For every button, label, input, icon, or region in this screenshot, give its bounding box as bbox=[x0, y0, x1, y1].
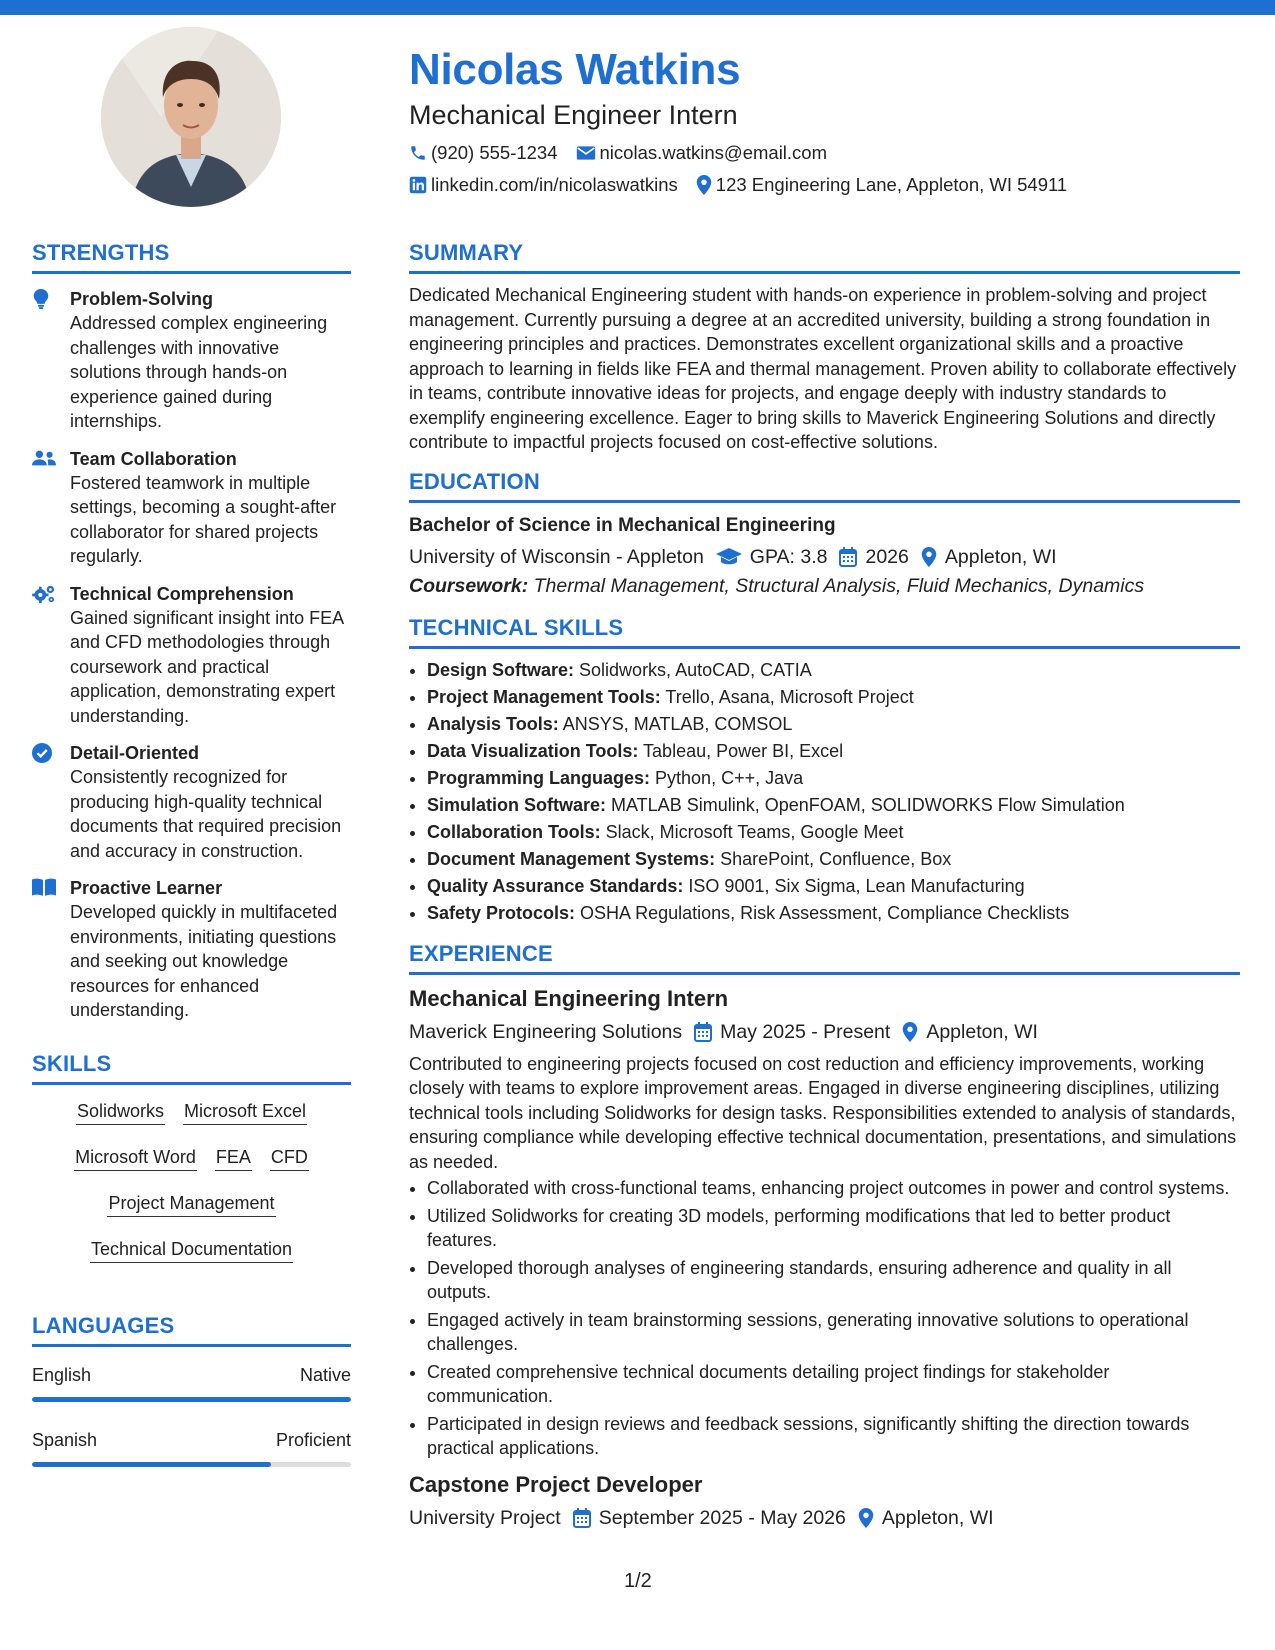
strength-item bbox=[32, 447, 351, 569]
right-column bbox=[409, 240, 1240, 1532]
proficiency-fill bbox=[32, 1397, 351, 1402]
list-item bbox=[427, 684, 1240, 711]
phone-icon bbox=[409, 144, 427, 162]
language-name: English bbox=[32, 1364, 92, 1385]
skill-chip: CFD bbox=[270, 1145, 309, 1171]
job-meta bbox=[409, 1504, 1240, 1532]
page-indicator: 1/2 bbox=[624, 1570, 652, 1592]
strength-desc: Developed quickly in multifaceted environments, initiating questions and seeking out knowledge resources for enhanced understanding. bbox=[70, 902, 338, 1020]
map-pin-icon bbox=[902, 1022, 918, 1042]
skill-values: SharePoint, Confluence, Box bbox=[715, 848, 952, 869]
summary-text: Dedicated Mechanical Engineering student with hands-on experience in problem-solving and project management. Currently pursuing a degree at an accredited university, building a strong foundation in engineering principles and practices. Demonstrates excellent organizational skills and a proactive approach to learning in fields like FEA and thermal management. Proven ability to collaborate effectively in teams, contribute innovative ideas for projects, and engage deeply with industry standards to exemplify engineering excellence. Eager to bring skills to Maverick Engineering Solutions and directly contribute to impactful projects focused on cost-effective solutions. bbox=[409, 285, 1237, 452]
skill-chips bbox=[32, 1099, 351, 1283]
skill-chip: Solidworks bbox=[76, 1099, 165, 1125]
job-location bbox=[858, 1504, 994, 1532]
job-description: Contributed to engineering projects focused on cost reduction and efficiency improvements, working closely with teams to explore improvement areas. Engaged in diverse engineering disciplines, utilizing technical tools including Solidworks for design tasks. Responsibilities extended to analysis of standards, ensuring compliance while developing effective technical documentation, presentations, and simulations as needed. bbox=[409, 1053, 1237, 1172]
list-item bbox=[427, 738, 1240, 765]
list-item bbox=[427, 846, 1240, 873]
list-item bbox=[427, 765, 1240, 792]
strength-title: Proactive Learner bbox=[70, 878, 223, 898]
coursework bbox=[409, 571, 1240, 601]
skill-values: MATLAB Simulink, OpenFOAM, SOLIDWORKS Flow Simulation bbox=[606, 794, 1125, 815]
skill-category: Data Visualization Tools: bbox=[427, 740, 639, 761]
email-contact[interactable] bbox=[576, 142, 828, 164]
year-text: 2026 bbox=[865, 545, 909, 568]
coursework-label: Coursework: bbox=[409, 574, 529, 597]
language-item bbox=[32, 1363, 351, 1402]
email-text: nicolas.watkins@email.com bbox=[599, 142, 828, 163]
address-text: 123 Engineering Lane, Appleton, WI 54911 bbox=[715, 174, 1068, 195]
job-title: Mechanical Engineering Intern bbox=[409, 985, 729, 1011]
skill-values: Tableau, Power BI, Excel bbox=[638, 740, 844, 761]
calendar-icon bbox=[573, 1508, 591, 1528]
dates-text: September 2025 - May 2026 bbox=[598, 1506, 846, 1529]
linkedin-icon bbox=[409, 176, 427, 194]
company-name bbox=[409, 1504, 561, 1532]
graduation-year bbox=[839, 543, 908, 571]
summary-heading: SUMMARY bbox=[409, 240, 1240, 274]
header bbox=[409, 40, 1239, 196]
gpa bbox=[716, 543, 828, 571]
skill-chip: Technical Documentation bbox=[90, 1237, 293, 1263]
technical-skills-heading: TECHNICAL SKILLS bbox=[409, 615, 1240, 649]
address-contact bbox=[696, 174, 1067, 196]
languages-heading: LANGUAGES bbox=[32, 1313, 351, 1347]
skill-values: ANSYS, MATLAB, COMSOL bbox=[558, 713, 793, 734]
skill-category: Safety Protocols: bbox=[427, 902, 576, 923]
skill-values: OSHA Regulations, Risk Assessment, Compliance Checklists bbox=[575, 902, 1070, 923]
education-location bbox=[921, 543, 1057, 571]
education-meta bbox=[409, 543, 1240, 571]
skill-chip: Microsoft Excel bbox=[183, 1099, 307, 1125]
skill-values: Slack, Microsoft Teams, Google Meet bbox=[600, 821, 904, 842]
gears-icon bbox=[32, 584, 56, 604]
list-item bbox=[427, 657, 1240, 684]
school-name bbox=[409, 543, 704, 571]
strength-title: Detail-Oriented bbox=[70, 743, 200, 763]
calendar-icon bbox=[839, 547, 857, 567]
company-text: Maverick Engineering Solutions bbox=[409, 1020, 683, 1043]
language-level: Proficient bbox=[275, 1429, 351, 1450]
dates-text: May 2025 - Present bbox=[720, 1020, 891, 1043]
strength-title: Problem-Solving bbox=[70, 289, 214, 309]
skills-section bbox=[32, 1051, 351, 1283]
language-name: Spanish bbox=[32, 1429, 98, 1450]
candidate-role: Mechanical Engineer Intern bbox=[409, 100, 738, 130]
list-item bbox=[427, 819, 1240, 846]
school-text: University of Wisconsin - Appleton bbox=[409, 545, 704, 568]
left-column bbox=[32, 240, 351, 1467]
contact-row-1 bbox=[409, 142, 1239, 164]
technical-skills-list bbox=[409, 657, 1240, 927]
strength-item bbox=[32, 582, 351, 729]
map-pin-icon bbox=[921, 547, 937, 567]
skill-category: Document Management Systems: bbox=[427, 848, 716, 869]
list-item: • Collaborated with cross-functional teams, enhancing project outcomes in power and control systems. bbox=[427, 1176, 1240, 1201]
check-circle-icon bbox=[32, 743, 52, 763]
skill-values: Trello, Asana, Microsoft Project bbox=[660, 686, 914, 707]
skill-chip: Microsoft Word bbox=[74, 1145, 197, 1171]
book-icon bbox=[32, 878, 56, 896]
strength-title: Team Collaboration bbox=[70, 448, 237, 469]
language-proficiency-bar bbox=[32, 1397, 351, 1402]
strength-desc: Consistently recognized for producing high-quality technical documents that required precision and accuracy in construction. bbox=[70, 767, 342, 861]
skill-category: Programming Languages: bbox=[427, 767, 651, 788]
list-item: • Participated in design reviews and feedback sessions, significantly shifting the direction towards practical applications. bbox=[427, 1412, 1240, 1461]
education-heading: EDUCATION bbox=[409, 469, 1240, 503]
person-portrait-image bbox=[101, 27, 281, 207]
contact-row-2 bbox=[409, 174, 1239, 196]
top-accent-bar bbox=[0, 0, 1275, 15]
skill-category: Analysis Tools: bbox=[427, 713, 559, 734]
strength-desc: Addressed complex engineering challenges with innovative solutions through hands-on experience gained during internships. bbox=[70, 313, 328, 431]
location-text: Appleton, WI bbox=[944, 545, 1057, 568]
skill-values: Solidworks, AutoCAD, CATIA bbox=[574, 659, 812, 680]
candidate-name: Nicolas Watkins bbox=[409, 45, 741, 94]
strength-item bbox=[32, 876, 351, 1023]
technical-skills-section bbox=[409, 615, 1240, 927]
list-item bbox=[427, 792, 1240, 819]
skill-category: Quality Assurance Standards: bbox=[427, 875, 684, 896]
language-proficiency-bar bbox=[32, 1462, 351, 1467]
strength-item bbox=[32, 287, 351, 434]
profile-photo bbox=[101, 27, 281, 207]
language-level: Native bbox=[299, 1364, 351, 1385]
map-pin-icon bbox=[696, 175, 712, 195]
lightbulb-icon bbox=[32, 289, 50, 309]
gpa-text: GPA: 3.8 bbox=[749, 545, 828, 568]
strength-item bbox=[32, 741, 351, 863]
skill-category: Collaboration Tools: bbox=[427, 821, 601, 842]
job-title: Capstone Project Developer bbox=[409, 1471, 703, 1497]
strength-desc: Gained significant insight into FEA and CFD methodologies through coursework and practical application, demonstrating expert understanding. bbox=[70, 607, 344, 726]
skills-heading: SKILLS bbox=[32, 1051, 351, 1085]
skill-chip: Project Management bbox=[107, 1191, 275, 1217]
company-name bbox=[409, 1018, 682, 1046]
job-bullets bbox=[409, 1176, 1240, 1461]
languages-section bbox=[32, 1313, 351, 1467]
degree-title: Bachelor of Science in Mechanical Engineering bbox=[409, 514, 836, 536]
graduation-cap-icon bbox=[716, 548, 742, 566]
strength-title: Technical Comprehension bbox=[70, 583, 294, 604]
experience-heading: EXPERIENCE bbox=[409, 941, 1240, 975]
job-dates bbox=[573, 1504, 846, 1532]
linkedin-contact[interactable] bbox=[409, 174, 678, 196]
proficiency-fill bbox=[32, 1462, 271, 1467]
skill-category: Design Software: bbox=[427, 659, 575, 680]
location-text: Appleton, WI bbox=[926, 1020, 1038, 1043]
skill-chip: FEA bbox=[215, 1145, 252, 1171]
education-section bbox=[409, 469, 1240, 601]
list-item: • Created comprehensive technical documents detailing project findings for stakeholder communication. bbox=[427, 1360, 1240, 1409]
job-location bbox=[902, 1018, 1038, 1046]
phone-text: (920) 555-1234 bbox=[431, 142, 558, 163]
location-text: Appleton, WI bbox=[881, 1506, 994, 1529]
company-text: University Project bbox=[409, 1506, 561, 1529]
linkedin-text: linkedin.com/in/nicolaswatkins bbox=[431, 174, 678, 195]
list-item bbox=[427, 873, 1240, 900]
list-item: • Engaged actively in team brainstorming sessions, generating innovative solutions to operational challenges. bbox=[427, 1308, 1240, 1357]
calendar-icon bbox=[694, 1022, 712, 1042]
skill-values: Python, C++, Java bbox=[650, 767, 804, 788]
list-item: • Utilized Solidworks for creating 3D models, performing modifications that led to better product features. bbox=[427, 1204, 1240, 1253]
job-meta bbox=[409, 1018, 1240, 1046]
phone-contact[interactable] bbox=[409, 142, 558, 164]
list-item bbox=[427, 711, 1240, 738]
users-icon bbox=[32, 449, 56, 467]
experience-section bbox=[409, 941, 1240, 1532]
strength-desc: Fostered teamwork in multiple settings, becoming a sought-after collaborator for shared projects regularly. bbox=[70, 472, 337, 566]
strengths-heading: STRENGTHS bbox=[32, 240, 351, 274]
list-item: • Developed thorough analyses of engineering standards, ensuring adherence and quality in all outputs. bbox=[427, 1256, 1240, 1305]
list-item bbox=[427, 900, 1240, 927]
skill-category: Simulation Software: bbox=[427, 794, 607, 815]
coursework-list: Thermal Management, Structural Analysis, Fluid Mechanics, Dynamics bbox=[528, 574, 1145, 597]
envelope-icon bbox=[576, 144, 596, 162]
job-dates bbox=[694, 1018, 890, 1046]
language-item bbox=[32, 1428, 351, 1467]
map-pin-icon bbox=[858, 1508, 874, 1528]
skill-values: ISO 9001, Six Sigma, Lean Manufacturing bbox=[683, 875, 1025, 896]
skill-category: Project Management Tools: bbox=[427, 686, 661, 707]
